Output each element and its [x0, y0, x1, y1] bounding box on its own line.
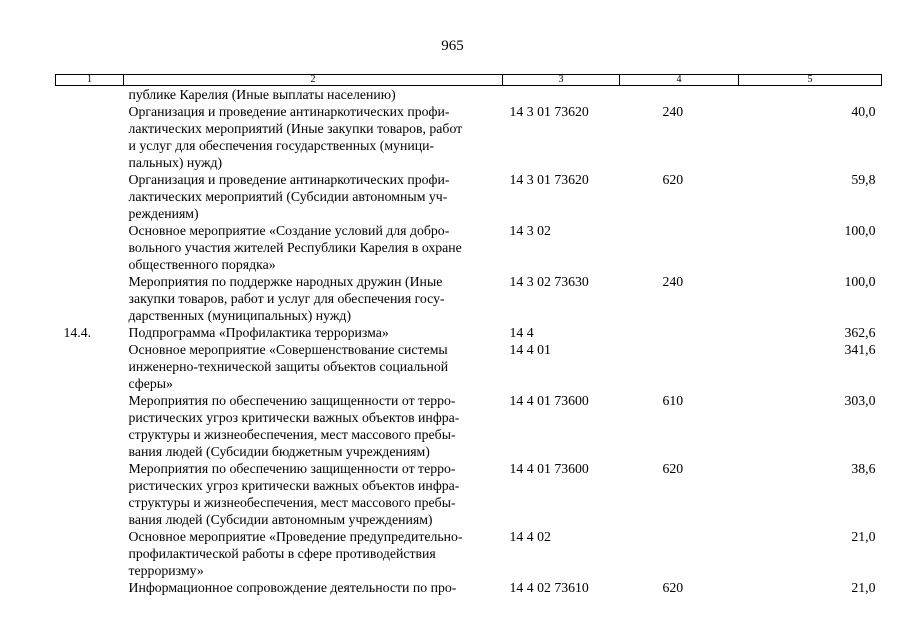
table-header [56, 75, 882, 86]
row-name [124, 222, 503, 273]
row-amount: 303,0 [844, 393, 876, 408]
row-code: 14 4 02 73610 [509, 580, 589, 595]
table-row [56, 460, 882, 528]
row-number [56, 528, 124, 579]
row-expense-type: 610 [662, 393, 684, 408]
row-expense-type [620, 86, 739, 104]
row-name-line: вания людей (Субсидии автономным учреждениям) [128, 512, 433, 527]
row-name-line: вания людей (Субсидии бюджетным учреждениям) [128, 444, 430, 459]
row-amount: 59,8 [851, 172, 876, 187]
row-name-line: вольного участия жителей Республики Карелия в охране [128, 240, 462, 255]
row-name-line: Мероприятия по обеспечению защищенности от терро- [128, 393, 456, 408]
row-amount: 40,0 [851, 104, 876, 119]
row-amount [739, 86, 882, 104]
row-expense-type: 620 [662, 172, 684, 187]
row-number [56, 341, 124, 392]
row-name [124, 528, 503, 579]
row-code: 14 4 01 73600 [509, 461, 589, 476]
row-number [56, 222, 124, 273]
row-code [503, 86, 620, 104]
table-row [56, 86, 882, 104]
row-name-line: лактических мероприятий (Субсидии автономным уч- [128, 189, 448, 204]
column-header-5: 5 [739, 75, 882, 86]
row-number [56, 579, 124, 596]
row-name [124, 103, 503, 171]
row-amount: 362,6 [844, 325, 876, 340]
row-expense-type [620, 341, 739, 392]
row-name-line: терроризму» [128, 563, 204, 578]
row-name-line: структуры и жизнеобеспечения, мест массового пребы- [128, 427, 456, 442]
row-name [124, 460, 503, 528]
row-name-line: дарственных (муниципальных) нужд) [128, 308, 352, 323]
column-header-3: 3 [503, 75, 620, 86]
table-row [56, 273, 882, 324]
row-number [56, 171, 124, 222]
table-row [56, 341, 882, 392]
table-body [56, 86, 882, 597]
row-amount: 100,0 [844, 223, 876, 238]
row-expense-type [620, 324, 739, 341]
row-name-line: Информационное сопровождение деятельности по про- [128, 580, 457, 595]
row-name-line: профилактической работы в сфере противодействия [128, 546, 436, 561]
table-row [56, 528, 882, 579]
column-header-2: 2 [124, 75, 503, 86]
row-name [124, 324, 503, 341]
row-amount: 21,0 [851, 529, 876, 544]
row-name-line: пальных) нужд) [128, 155, 223, 170]
header-row [56, 75, 882, 86]
row-number [56, 460, 124, 528]
row-name-line: Мероприятия по обеспечению защищенности от терро- [128, 461, 456, 476]
row-name [124, 171, 503, 222]
row-name-line: Подпрограмма «Профилактика терроризма» [128, 325, 389, 340]
row-name [124, 86, 503, 104]
page-number: 965 [441, 38, 464, 54]
row-name-line: Организация и проведение антинаркотических профи- [128, 172, 450, 187]
row-number [56, 86, 124, 104]
row-code: 14 3 01 73620 [509, 104, 589, 119]
row-name [124, 579, 503, 596]
row-code: 14 4 01 73600 [509, 393, 589, 408]
row-number: 14.4. [63, 325, 92, 340]
table-row [56, 392, 882, 460]
row-amount: 38,6 [851, 461, 876, 476]
row-name-line: ристических угроз критически важных объектов инфра- [128, 410, 460, 425]
row-name-line: публике Карелия (Иные выплаты населению) [128, 87, 396, 102]
row-name-line: лактических мероприятий (Иные закупки товаров, работ [128, 121, 463, 136]
row-code: 14 3 01 73620 [509, 172, 589, 187]
row-amount: 100,0 [844, 274, 876, 289]
row-code: 14 4 02 [509, 529, 551, 544]
row-code: 14 4 01 [509, 342, 551, 357]
row-number [56, 273, 124, 324]
row-name-line: реждениям) [128, 206, 199, 221]
row-name-line: Основное мероприятие «Проведение предупредительно- [128, 529, 463, 544]
budget-table [55, 74, 882, 596]
table-row [56, 579, 882, 596]
row-name [124, 392, 503, 460]
row-name [124, 341, 503, 392]
table-row [56, 324, 882, 341]
row-name-line: сферы» [128, 376, 173, 391]
row-amount: 341,6 [844, 342, 876, 357]
row-expense-type: 620 [662, 580, 684, 595]
row-name-line: закупки товаров, работ и услуг для обеспечения госу- [128, 291, 445, 306]
row-expense-type: 240 [662, 274, 684, 289]
row-name [124, 273, 503, 324]
row-name-line: и услуг для обеспечения государственных (муници- [128, 138, 435, 153]
row-expense-type [620, 528, 739, 579]
table-row [56, 171, 882, 222]
row-expense-type [620, 222, 739, 273]
row-name-line: Мероприятия по поддержке народных дружин (Иные [128, 274, 443, 289]
row-number [56, 392, 124, 460]
row-expense-type: 620 [662, 461, 684, 476]
row-name-line: Основное мероприятие «Совершенствование системы [128, 342, 448, 357]
row-name-line: общественного порядка» [128, 257, 276, 272]
table-row [56, 222, 882, 273]
row-code: 14 4 [509, 325, 534, 340]
table-row [56, 103, 882, 171]
row-name-line: Основное мероприятие «Создание условий для добро- [128, 223, 450, 238]
row-number [56, 103, 124, 171]
row-name-line: ристических угроз критически важных объектов инфра- [128, 478, 460, 493]
row-name-line: инженерно-технической защиты объектов социальной [128, 359, 449, 374]
column-header-1: 1 [56, 75, 124, 86]
row-name-line: структуры и жизнеобеспечения, мест массового пребы- [128, 495, 456, 510]
column-header-4: 4 [620, 75, 739, 86]
row-code: 14 3 02 [509, 223, 551, 238]
row-expense-type: 240 [662, 104, 684, 119]
row-amount: 21,0 [851, 580, 876, 595]
row-code: 14 3 02 73630 [509, 274, 589, 289]
row-name-line: Организация и проведение антинаркотических профи- [128, 104, 450, 119]
